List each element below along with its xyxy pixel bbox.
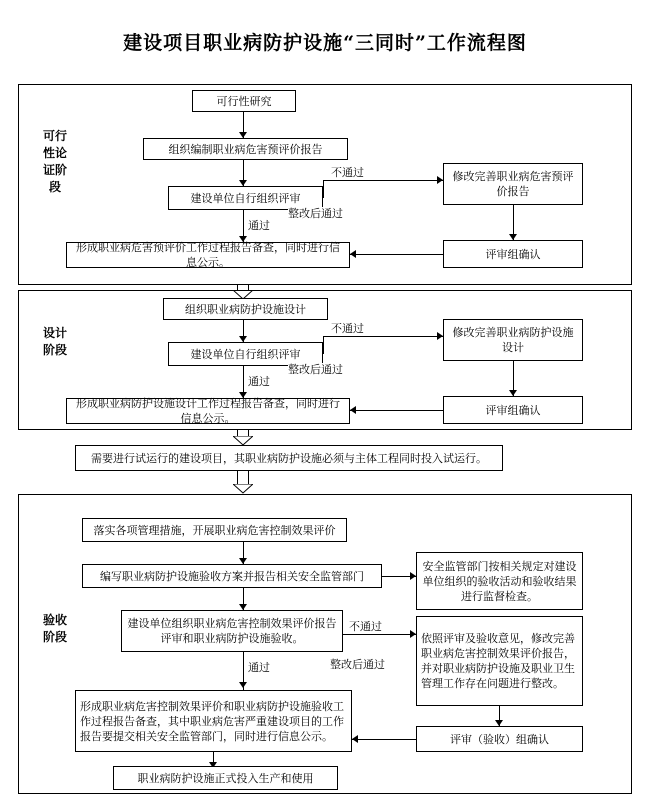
node-implement-measures: 落实各项管理措施，开展职业病危害控制效果评价	[82, 518, 347, 542]
node-revise-pre-evaluation: 修改完善职业病危害预评价报告	[443, 163, 583, 205]
node-self-review-2: 建设单位自行组织评审	[168, 342, 323, 366]
edge-label-not-pass-1: 不通过	[331, 166, 364, 179]
node-organize-facility-design: 组织职业病防护设施设计	[163, 298, 328, 320]
arrowhead-n5-n6	[350, 250, 356, 258]
edge-n3-n4-stub	[323, 180, 324, 198]
node-design-process-report: 形成职业病防护设施设计工作过程报告备查，同时进行信息公示。	[66, 398, 350, 424]
node-formal-operation: 职业病防护设施正式投入生产和使用	[113, 766, 338, 790]
edge-label-pass-1: 通过	[248, 219, 270, 232]
page-title: 建设项目职业病防护设施“三同时”工作流程图	[123, 32, 527, 54]
node-review-group-confirm-2: 评审组确认	[443, 396, 583, 424]
stage-label-design: 设计阶段	[42, 326, 67, 357]
node-acceptance-process-report: 形成职业病危害控制效果评价和职业病防护设施验收工作过程报告备查，其中职业病危害严重建设项目的工作报告要提交相关安全监管部门，同时进行信息公示。	[75, 690, 352, 752]
edge-label-pass-after-fix-1: 整改后通过	[288, 207, 343, 220]
edge-label-pass-after-fix-3: 整改后通过	[330, 658, 385, 671]
edge-n8-n9	[323, 336, 443, 337]
edge-label-pass-2: 通过	[248, 375, 270, 388]
arrowhead-n10-n11	[350, 406, 356, 414]
big-arrow-stage2-trial	[233, 430, 253, 446]
edge-n15-n17	[343, 634, 416, 635]
edge-label-pass-3: 通过	[248, 661, 270, 674]
edge-label-not-pass-2: 不通过	[331, 322, 364, 335]
node-pre-evaluation-process-report: 形成职业病危害预评价工作过程报告备查，同时进行信息公示。	[66, 242, 350, 268]
node-trial-run-requirement: 需要进行试运行的建设项目，其职业病防护设施必须与主体工程同时投入试运行。	[75, 445, 503, 471]
edge-n10-n11	[350, 410, 443, 411]
big-arrow-trial-stage3	[233, 471, 253, 495]
node-org-review-acceptance: 建设单位组织职业病危害控制效果评价报告评审和职业病防护设施验收。	[121, 610, 343, 652]
node-self-review-1: 建设单位自行组织评审	[168, 186, 323, 210]
edge-label-not-pass-3: 不通过	[349, 620, 382, 633]
node-review-group-confirm-1: 评审组确认	[443, 240, 583, 268]
node-feasibility-study: 可行性研究	[192, 90, 296, 112]
edge-n18-n19	[352, 739, 416, 740]
stage-label-feasibility: 可行性论证阶段	[42, 129, 67, 194]
arrowhead-n18-n19	[352, 735, 358, 743]
edge-label-pass-after-fix-2: 整改后通过	[288, 363, 343, 376]
arrowhead-n15-n19	[239, 682, 247, 688]
edge-n8-n9-stub	[323, 336, 324, 354]
edge-n5-n6	[350, 254, 443, 255]
node-pre-evaluation-report: 组织编制职业病危害预评价报告	[143, 138, 348, 160]
node-supervision-inspection: 安全监管部门按相关规定对建设单位组织的验收活动和验收结果进行监督检查。	[416, 552, 583, 610]
node-rectify-report: 依照评审及验收意见，修改完善职业病危害控制效果评价报告，并对职业病防护设施及职业卫生管理工作存在问题进行整改。	[416, 616, 583, 706]
node-acceptance-plan-report: 编写职业病防护设施验收方案并报告相关安全监管部门	[82, 564, 382, 588]
node-review-acceptance-confirm: 评审（验收）组确认	[416, 726, 583, 752]
stage-label-acceptance: 验收阶段	[42, 613, 67, 644]
node-revise-facility-design: 修改完善职业病防护设施设计	[443, 319, 583, 361]
edge-n3-n4	[323, 180, 443, 181]
